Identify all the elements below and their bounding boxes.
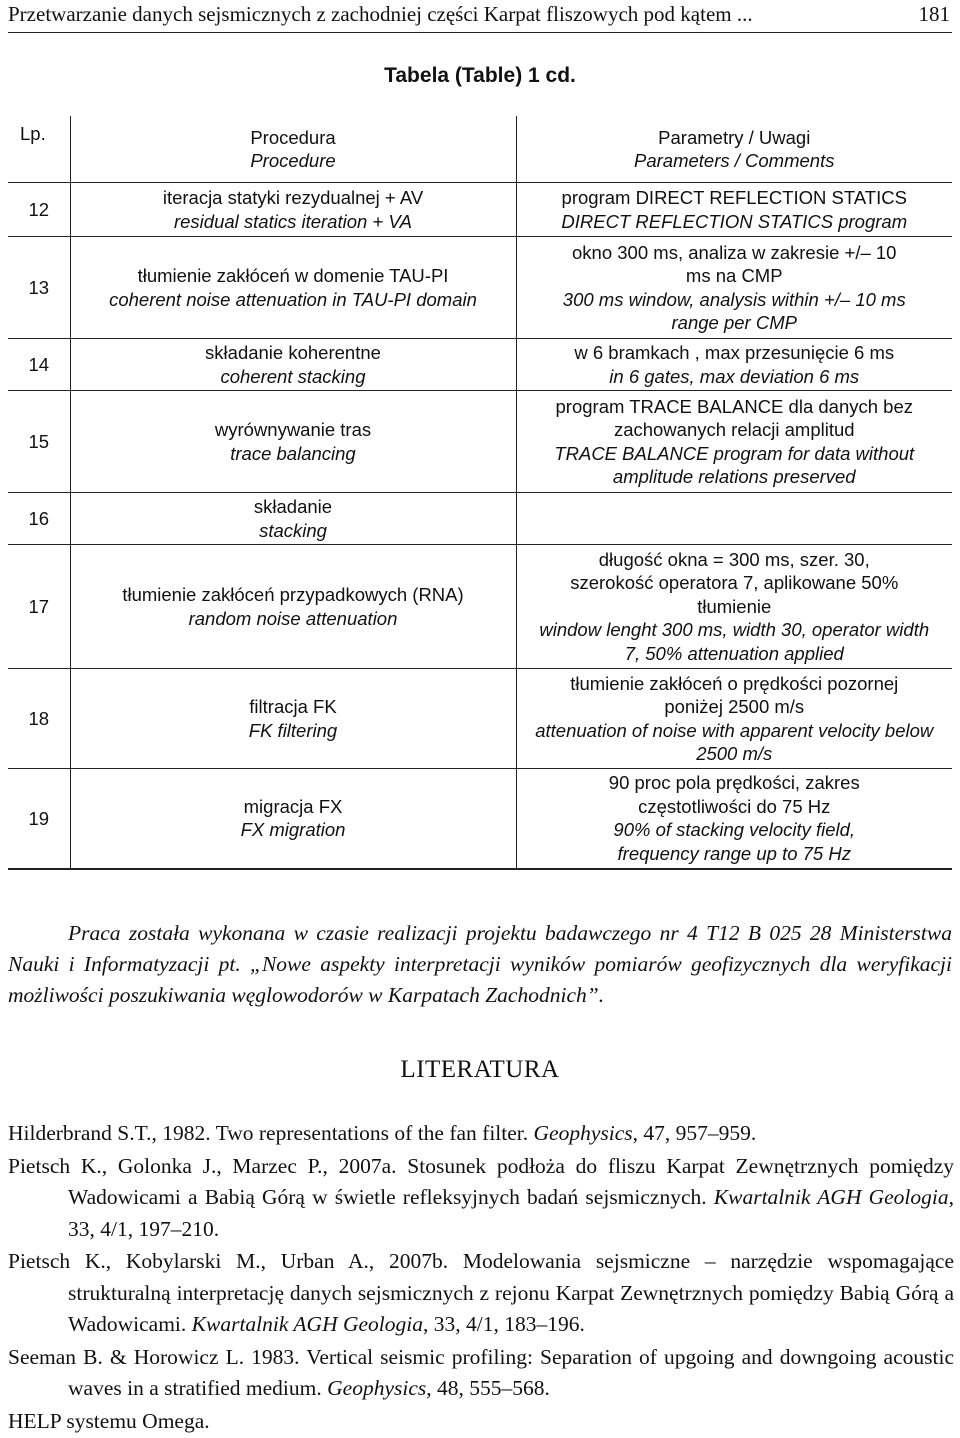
row-lp: 15 (8, 391, 70, 493)
parameters-pl: okno 300 ms, analiza w zakresie +/– 10 ms na CMP (572, 241, 897, 286)
row-procedure (70, 493, 516, 545)
header-procedure-pl: Procedura (250, 126, 336, 148)
row-parameters (516, 339, 952, 391)
parameters-en: 300 ms window, analysis within +/– 10 ms range per CMP (562, 288, 906, 333)
parameters-pl: w 6 bramkach , max przesunięcie 6 ms (574, 342, 895, 363)
table-row (8, 237, 952, 339)
reference-details: , 48, 555–568. (426, 1376, 550, 1400)
procedure-en: coherent noise attenuation in TAU-PI domain (109, 288, 477, 310)
row-procedure (70, 391, 516, 493)
procedure-pl: składanie (253, 496, 333, 517)
reference-item (8, 1151, 954, 1246)
header-lp: Lp. (8, 116, 70, 183)
row-parameters (516, 391, 952, 493)
reference-text: Hilderbrand S.T., 1982. Two representations of the fan filter. (8, 1121, 534, 1145)
procedure-pl: migracja FX (243, 795, 343, 817)
table-row (8, 769, 952, 869)
table-row (8, 493, 952, 545)
header-procedure (70, 116, 516, 183)
reference-text: HELP systemu Omega. (8, 1408, 210, 1433)
header-params-en: Parameters / Comments (634, 150, 835, 171)
parameters-pl: program DIRECT REFLECTION STATICS (561, 187, 907, 208)
acknowledgement-note: Praca została wykonana w czasie realizacji projektu badawczego nr 4 T12 B 025 28 Ministerstwa Nauki i Informatyzacji pt. „Nowe aspekty interpretacji wyników pomiarów geofizycznych dla weryfikacji możliwości poszukiwania węglowodorów w Karpatach Zachodnich”. (8, 920, 952, 1007)
processing-table (8, 116, 952, 870)
procedure-pl: składanie koherentne (205, 342, 381, 363)
procedure-pl: tłumienie zakłóceń w domenie TAU-PI (137, 265, 449, 286)
row-lp: 18 (8, 669, 70, 769)
row-parameters (516, 183, 952, 237)
running-header (8, 0, 952, 33)
parameters-en: attenuation of noise with apparent velocity below 2500 m/s (535, 719, 934, 764)
row-procedure (70, 545, 516, 669)
reference-journal: Geophysics (533, 1121, 633, 1145)
reference-item (8, 1118, 954, 1150)
row-parameters (516, 545, 952, 669)
table-row (8, 339, 952, 391)
reference-item (8, 1406, 954, 1438)
row-lp: 17 (8, 545, 70, 669)
row-parameters (516, 669, 952, 769)
reference-journal: Kwartalnik AGH Geologia (191, 1312, 423, 1336)
reference-item (8, 1342, 954, 1405)
procedure-pl: tłumienie zakłóceń przypadkowych (RNA) (122, 584, 464, 605)
references-list (8, 1118, 954, 1438)
row-procedure (70, 183, 516, 237)
reference-text: Pietsch K., Kobylarski M., Urban A., 2007b. Modelowania sejsmiczne – narzędzie wspomagające strukturalną interpretację danych sejsmicznych z rejonu Karpat Zewnętrznych pomiędzy Babią Górą a Wadowicami. (8, 1249, 954, 1336)
procedure-en: coherent stacking (220, 365, 366, 387)
procedure-en: residual statics iteration + VA (173, 210, 413, 232)
reference-details: , 33, 4/1, 183–196. (422, 1312, 585, 1336)
table-row (8, 391, 952, 493)
procedure-en: stacking (259, 519, 327, 541)
reference-text: Seeman B. & Horowicz L. 1983. Vertical seismic profiling: Separation of upgoing and downgoing acoustic waves in a stratified medium. (8, 1344, 954, 1400)
table-row (8, 669, 952, 769)
parameters-pl: 90 proc pola prędkości, zakres częstotliwości do 75 Hz (608, 772, 860, 817)
parameters-en: window lenght 300 ms, width 30, operator width 7, 50% attenuation applied (539, 619, 930, 664)
procedure-en: FK filtering (248, 719, 338, 741)
reference-details: , 47, 957–959. (632, 1121, 757, 1145)
references-heading: LITERATURA (400, 1056, 560, 1083)
procedure-en: trace balancing (230, 442, 356, 464)
row-parameters (516, 493, 952, 545)
row-parameters (516, 769, 952, 869)
parameters-en: in 6 gates, max deviation 6 ms (609, 365, 860, 387)
row-lp: 19 (8, 769, 70, 869)
parameters-pl: tłumienie zakłóceń o prędkości pozornej poniżej 2500 m/s (570, 672, 899, 717)
parameters-en: TRACE BALANCE program for data without amplitude relations preserved (554, 442, 915, 487)
row-parameters (516, 237, 952, 339)
row-lp: 12 (8, 183, 70, 237)
procedure-en: random noise attenuation (188, 607, 398, 629)
procedure-pl: iteracja statyki rezydualnej + AV (162, 187, 424, 208)
page-number: 181 (918, 2, 950, 26)
row-lp: 13 (8, 237, 70, 339)
table-row (8, 545, 952, 669)
reference-details: , 33, 4/1, 197–210. (68, 1185, 955, 1241)
parameters-en: 90% of stacking velocity field, frequency range up to 75 Hz (613, 819, 856, 864)
procedure-pl: filtracja FK (249, 696, 337, 717)
table-row (8, 183, 952, 237)
parameters-en: DIRECT REFLECTION STATICS program (561, 210, 908, 232)
reference-text: Pietsch K., Golonka J., Marzec P., 2007a. Stosunek podłoża do fliszu Karpat Zewnętrznych pomiędzy Wadowicami a Babią Górą w świetle refleksyjnych badań sejsmicznych. (8, 1153, 954, 1209)
header-parameters (516, 116, 952, 183)
header-procedure-en: Procedure (250, 150, 336, 171)
row-lp: 16 (8, 493, 70, 545)
parameters-pl: długość okna = 300 ms, szer. 30, szerokość operatora 7, aplikowane 50% tłumienie (570, 548, 899, 617)
running-header-title: Przetwarzanie danych sejsmicznych z zachodniej części Karpat fliszowych pod kątem ... (8, 2, 753, 26)
row-lp: 14 (8, 339, 70, 391)
row-procedure (70, 669, 516, 769)
parameters-pl: program TRACE BALANCE dla danych bez zachowanych relacji amplitud (555, 395, 913, 440)
table-header-row (8, 116, 952, 183)
procedure-pl: wyrównywanie tras (214, 419, 372, 440)
table-caption: Tabela (Table) 1 cd. (384, 64, 576, 87)
header-params-pl: Parametry / Uwagi (658, 126, 811, 148)
row-procedure (70, 769, 516, 869)
reference-journal: Geophysics (327, 1376, 427, 1400)
reference-journal: Kwartalnik AGH Geologia (713, 1185, 949, 1209)
reference-item (8, 1246, 954, 1341)
row-procedure (70, 237, 516, 339)
row-procedure (70, 339, 516, 391)
procedure-en: FX migration (240, 819, 346, 841)
